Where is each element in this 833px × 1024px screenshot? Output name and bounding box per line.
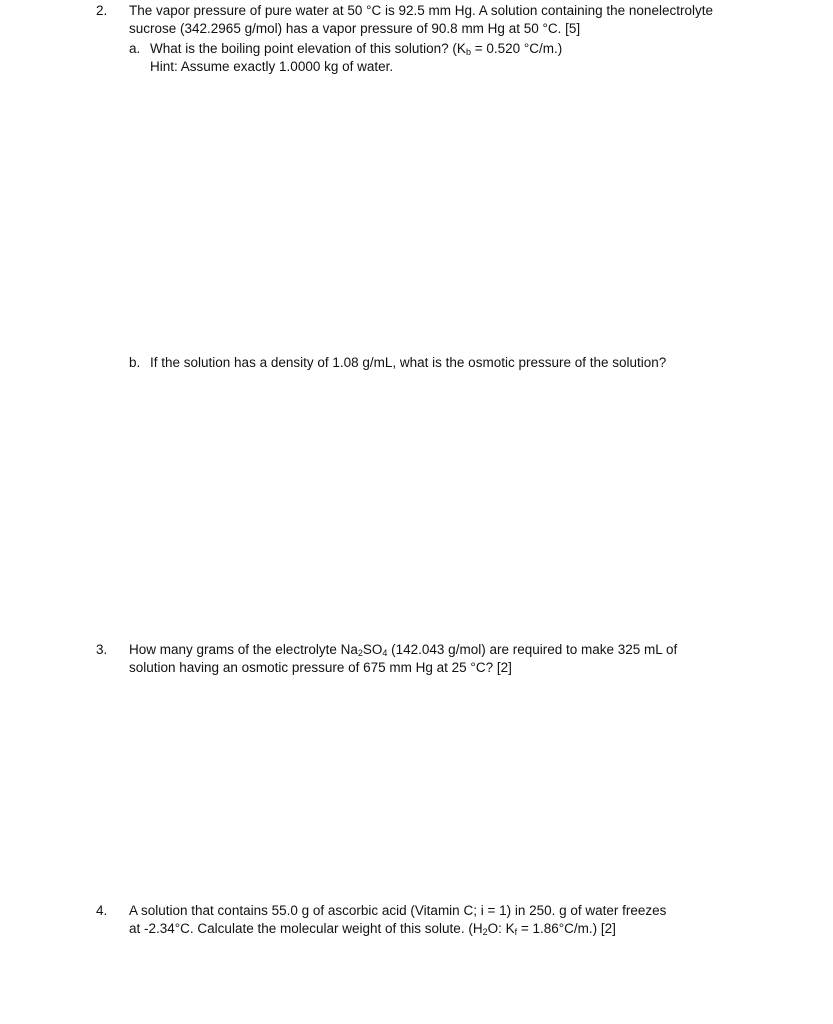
question-2b-text: If the solution has a density of 1.08 g/mL, what is the osmotic pressure of the solution? <box>150 355 667 370</box>
question-3-line-2: solution having an osmotic pressure of 675 mm Hg at 25 °C? [2] <box>129 660 512 675</box>
question-2a-hint: Hint: Assume exactly 1.0000 kg of water. <box>150 59 394 74</box>
question-2a-text-before: What is the boiling point elevation of this solution? (K <box>150 41 466 56</box>
question-4-line-2-before: at -2.34°C. Calculate the molecular weight of this solute. (H <box>129 921 483 936</box>
kf-subscript: f <box>514 927 518 937</box>
question-number: 2. <box>96 3 108 18</box>
h2o-subscript: 2 <box>482 927 488 937</box>
question-3-line-1-mid: SO <box>362 642 383 657</box>
so-subscript: 4 <box>382 648 388 658</box>
question-2a-text <box>150 40 562 58</box>
question-2a-text-after: = 0.520 °C/m.) <box>470 41 563 56</box>
question-4-line-2-mid: O: K <box>487 921 515 936</box>
question-number: 4. <box>96 903 108 918</box>
question-2-line-1: The vapor pressure of pure water at 50 °C is 92.5 mm Hg. A solution containing the nonelectrolyte <box>129 3 713 18</box>
question-number: 3. <box>96 642 108 657</box>
part-marker: b. <box>129 355 141 370</box>
question-3-line-1-before: How many grams of the electrolyte Na <box>129 642 358 657</box>
question-4-line-2-after: = 1.86°C/m.) [2] <box>517 921 616 936</box>
kb-subscript: b <box>465 47 471 57</box>
question-4-line-2 <box>129 920 616 938</box>
question-2-line-2: sucrose (342.2965 g/mol) has a vapor pressure of 90.8 mm Hg at 50 °C. [5] <box>129 21 581 36</box>
part-marker: a. <box>129 41 141 56</box>
question-3-line-1 <box>129 641 677 659</box>
question-4-line-1: A solution that contains 55.0 g of ascorbic acid (Vitamin C; i = 1) in 250. g of water freezes <box>129 903 667 918</box>
question-3-line-1-after: (142.043 g/mol) are required to make 325 mL of <box>387 642 678 657</box>
na-subscript: 2 <box>357 648 363 658</box>
